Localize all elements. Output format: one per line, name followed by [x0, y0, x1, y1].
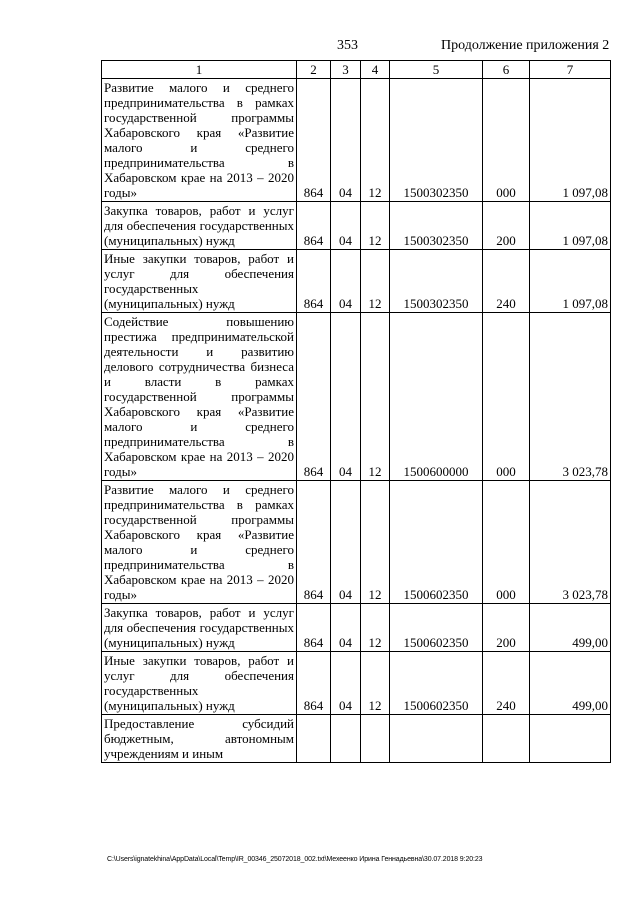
target-article-code: 1500602350: [390, 481, 483, 604]
table-row: [102, 250, 611, 313]
target-article-code: 1500602350: [390, 652, 483, 715]
ministry-code: 864: [297, 481, 331, 604]
subsection-code: [361, 715, 390, 763]
budget-table: [101, 60, 611, 763]
row-name: Содействие повышению престижа предпринимательской деятельности и развитию делового сотрудничества бизнеса и власти в рамках государственной программы Хабаровского края «Развитие малого и среднего предпринимательства в Хабаровском крае на 2013 – 2020 годы»: [102, 313, 297, 481]
table-row: [102, 202, 611, 250]
subsection-code: 12: [361, 250, 390, 313]
ministry-code: 864: [297, 313, 331, 481]
expense-type-code: 240: [483, 250, 530, 313]
section-code: 04: [331, 313, 361, 481]
subsection-code: 12: [361, 313, 390, 481]
amount: 1 097,08: [530, 79, 611, 202]
amount: 499,00: [530, 652, 611, 715]
subsection-code: 12: [361, 202, 390, 250]
column-header: 3: [331, 61, 361, 79]
column-header: 6: [483, 61, 530, 79]
expense-type-code: 200: [483, 604, 530, 652]
target-article-code: [390, 715, 483, 763]
expense-type-code: 200: [483, 202, 530, 250]
expense-type-code: 240: [483, 652, 530, 715]
table-row: [102, 604, 611, 652]
section-code: 04: [331, 202, 361, 250]
section-code: 04: [331, 250, 361, 313]
row-name: Закупка товаров, работ и услуг для обеспечения государственных (муниципальных) нужд: [102, 604, 297, 652]
ministry-code: 864: [297, 202, 331, 250]
column-number-row: [102, 61, 611, 79]
continuation-caption: Продолжение приложения 2: [441, 38, 610, 53]
column-header: 7: [530, 61, 611, 79]
table-row: [102, 715, 611, 763]
subsection-code: 12: [361, 481, 390, 604]
ministry-code: 864: [297, 652, 331, 715]
row-name: Закупка товаров, работ и услуг для обеспечения государственных (муниципальных) нужд: [102, 202, 297, 250]
ministry-code: 864: [297, 604, 331, 652]
subsection-code: 12: [361, 604, 390, 652]
target-article-code: 1500302350: [390, 250, 483, 313]
expense-type-code: 000: [483, 79, 530, 202]
column-header: 2: [297, 61, 331, 79]
subsection-code: 12: [361, 652, 390, 715]
amount: [530, 715, 611, 763]
table-row: [102, 652, 611, 715]
section-code: 04: [331, 604, 361, 652]
amount: 499,00: [530, 604, 611, 652]
amount: 1 097,08: [530, 202, 611, 250]
row-name: Иные закупки товаров, работ и услуг для обеспечения государственных (муниципальных) нужд: [102, 250, 297, 313]
table-row: [102, 79, 611, 202]
table-row: [102, 313, 611, 481]
amount: 1 097,08: [530, 250, 611, 313]
target-article-code: 1500600000: [390, 313, 483, 481]
ministry-code: [297, 715, 331, 763]
column-header: 4: [361, 61, 390, 79]
expense-type-code: 000: [483, 481, 530, 604]
amount: 3 023,78: [530, 481, 611, 604]
column-header: 5: [390, 61, 483, 79]
page-number: 353: [337, 38, 358, 53]
file-path-footer: C:\Users\ignatekhina\AppData\Local\Temp\IR_00346_25072018_002.txt\Мехеенко Ирина Геннадьевна\30.07.2018 9:20:23: [107, 856, 483, 863]
target-article-code: 1500602350: [390, 604, 483, 652]
ministry-code: 864: [297, 250, 331, 313]
table-row: [102, 481, 611, 604]
row-name: Развитие малого и среднего предпринимательства в рамках государственной программы Хабаровского края «Развитие малого и среднего предпринимательства в Хабаровском крае на 2013 – 2020 годы»: [102, 79, 297, 202]
target-article-code: 1500302350: [390, 79, 483, 202]
section-code: 04: [331, 652, 361, 715]
row-name: Иные закупки товаров, работ и услуг для обеспечения государственных (муниципальных) нужд: [102, 652, 297, 715]
expense-type-code: [483, 715, 530, 763]
ministry-code: 864: [297, 79, 331, 202]
section-code: 04: [331, 79, 361, 202]
row-name: Предоставление субсидий бюджетным, автономным учреждениям и иным: [102, 715, 297, 763]
column-header: 1: [102, 61, 297, 79]
row-name: Развитие малого и среднего предпринимательства в рамках государственной программы Хабаровского края «Развитие малого и среднего предпринимательства в Хабаровском крае на 2013 – 2020 годы»: [102, 481, 297, 604]
amount: 3 023,78: [530, 313, 611, 481]
section-code: [331, 715, 361, 763]
subsection-code: 12: [361, 79, 390, 202]
expense-type-code: 000: [483, 313, 530, 481]
section-code: 04: [331, 481, 361, 604]
target-article-code: 1500302350: [390, 202, 483, 250]
